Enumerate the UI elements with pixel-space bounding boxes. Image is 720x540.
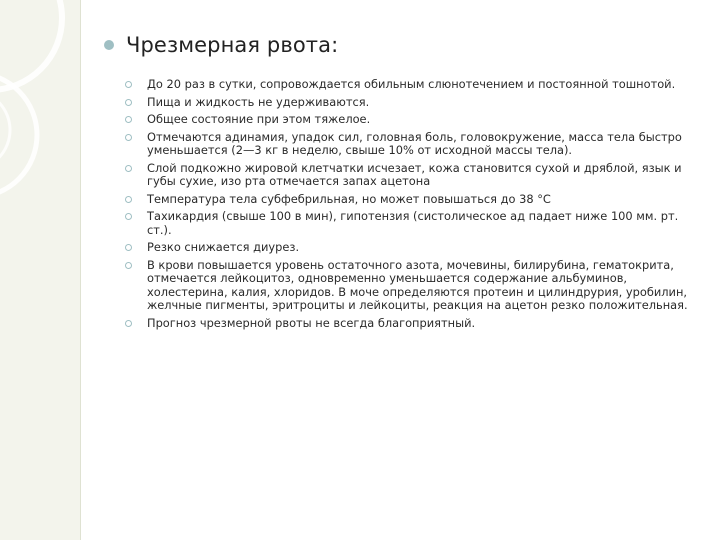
decorative-arcs	[0, 0, 80, 540]
list-item	[125, 317, 694, 331]
list-item-text: Общее состояние при этом тяжелое.	[147, 112, 371, 126]
ring-bullet-icon	[125, 165, 132, 172]
bullet-icon	[104, 40, 114, 50]
ring-bullet-icon	[125, 244, 132, 251]
list-item	[125, 162, 694, 189]
list-item-text: Прогноз чрезмерной рвоты не всегда благоприятный.	[147, 315, 476, 330]
list-item-text: Тахикардия (свыше 100 в мин), гипотензия (систолическое ад падает ниже 100 мм. рт. ст.).	[147, 209, 679, 237]
list-item-text: Пища и жидкость не удерживаются.	[147, 94, 370, 109]
list-item-text: Слой подкожно жировой клетчатки исчезает, кожа становится сухой и дряблой, язык и губы сухие, изо рта отмечается запах ацетона	[147, 160, 682, 188]
ring-bullet-icon	[125, 116, 132, 123]
list-item	[125, 193, 694, 207]
bullet-list	[104, 78, 694, 330]
list-item	[125, 241, 694, 255]
ring-bullet-icon	[125, 262, 132, 269]
list-item	[125, 131, 694, 158]
slide-title: Чрезмерная рвота:	[126, 33, 339, 57]
ring-bullet-icon	[125, 99, 132, 106]
list-item	[125, 78, 694, 92]
ring-bullet-icon	[125, 134, 132, 141]
slide-content	[104, 28, 694, 334]
list-item-text: Отмечаются адинамия, упадок сил, головная боль, головокружение, масса тела быстро уменьшается (2—3 кг в неделю, свыше 10% от исходной массы тела).	[147, 129, 682, 157]
ring-bullet-icon	[125, 213, 132, 220]
list-item-text: В крови повышается уровень остаточного азота, мочевины, билирубина, гематокрита, отмечается лейкоцитоз, одновременно уменьшается содержание альбуминов, холестерина, калия, хлоридов. В моче определяются протеин и цилиндрурия, уробилин, желчные пигменты, эритроциты и лейкоциты, реакция на ацетон резко положительная.	[147, 257, 688, 312]
list-item	[125, 210, 694, 237]
list-item-text: Температура тела субфебрильная, но может повышаться до 38 °С	[147, 191, 551, 206]
list-item	[125, 96, 694, 110]
decorative-sidebar	[0, 0, 81, 540]
title-row	[104, 28, 694, 62]
ring-bullet-icon	[125, 320, 132, 327]
list-item	[125, 113, 694, 127]
ring-bullet-icon	[125, 196, 132, 203]
list-item-text: До 20 раз в сутки, сопровождается обильным слюнотечением и постоянной тошнотой.	[147, 77, 676, 91]
ring-bullet-icon	[125, 81, 132, 88]
list-item-text: Резко снижается диурез.	[147, 240, 300, 254]
list-item	[125, 259, 694, 313]
